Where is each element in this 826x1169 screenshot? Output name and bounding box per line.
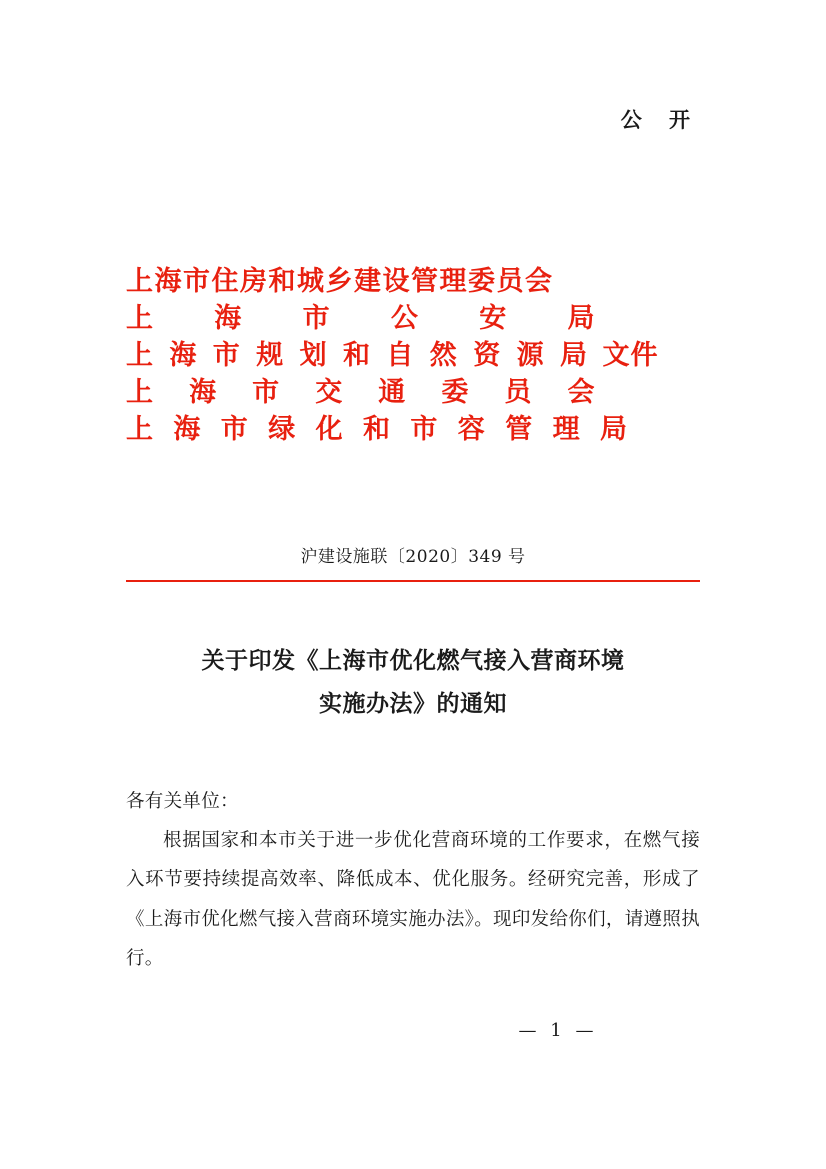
salutation: 各有关单位：: [126, 791, 239, 812]
page-title-line-2: 实施办法》的通知: [319, 689, 507, 717]
masthead-line-2-char-2: 海: [214, 303, 243, 334]
masthead-line-2-char-3: 市: [302, 303, 332, 334]
masthead-line-3: [126, 342, 700, 369]
masthead-line-4-char-3: 市: [252, 377, 281, 408]
document-number: 沪建设施联〔2020〕349 号: [300, 547, 526, 567]
masthead-line-2-char-1: 上: [126, 303, 155, 334]
red-divider-rule: [126, 580, 700, 582]
masthead-line-4-char-5: 通: [378, 377, 407, 408]
masthead-line-4-char-4: 交: [315, 377, 344, 408]
masthead-line-5: 上 海 市 绿 化 和 市 容 管 理 局: [126, 414, 633, 445]
masthead-line-2: [126, 305, 596, 332]
masthead-line-2-char-5: 安: [479, 303, 508, 334]
page-title-line-1: 关于印发《上海市优化燃气接入营商环境: [201, 647, 625, 674]
masthead-line-2-char-4: 公: [390, 303, 420, 334]
document-body: [126, 782, 700, 978]
document-masthead: [126, 268, 700, 453]
masthead-line-4-char-7: 员: [504, 377, 533, 408]
masthead-line-2-char-6: 局: [567, 303, 596, 334]
masthead-line-4-char-2: 海: [189, 377, 218, 408]
page-number: — 1 —: [518, 1020, 598, 1041]
page-title: [126, 640, 700, 725]
masthead-line-4-char-6: 委: [441, 377, 470, 408]
masthead-line-4-char-1: 上: [126, 377, 155, 408]
masthead-line-3-text: 上 海 市 规 划 和 自 然 资 源 局: [126, 340, 591, 371]
masthead-wenjian-label: 文件: [602, 340, 659, 371]
body-paragraph-1: 根据国家和本市关于进一步优化营商环境的工作要求，在燃气接入环节要持续提高效率、降低成本、优化服务。经研究完善，形成了《上海市优化燃气接入营商环境实施办法》。现印发给你们，请遵照执行。: [126, 830, 700, 969]
masthead-line-4: [126, 379, 596, 406]
classification-marking: 公 开: [620, 107, 700, 132]
masthead-line-1: 上海市住房和城乡建设管理委员会: [126, 266, 554, 297]
masthead-line-4-char-8: 会: [567, 377, 596, 408]
